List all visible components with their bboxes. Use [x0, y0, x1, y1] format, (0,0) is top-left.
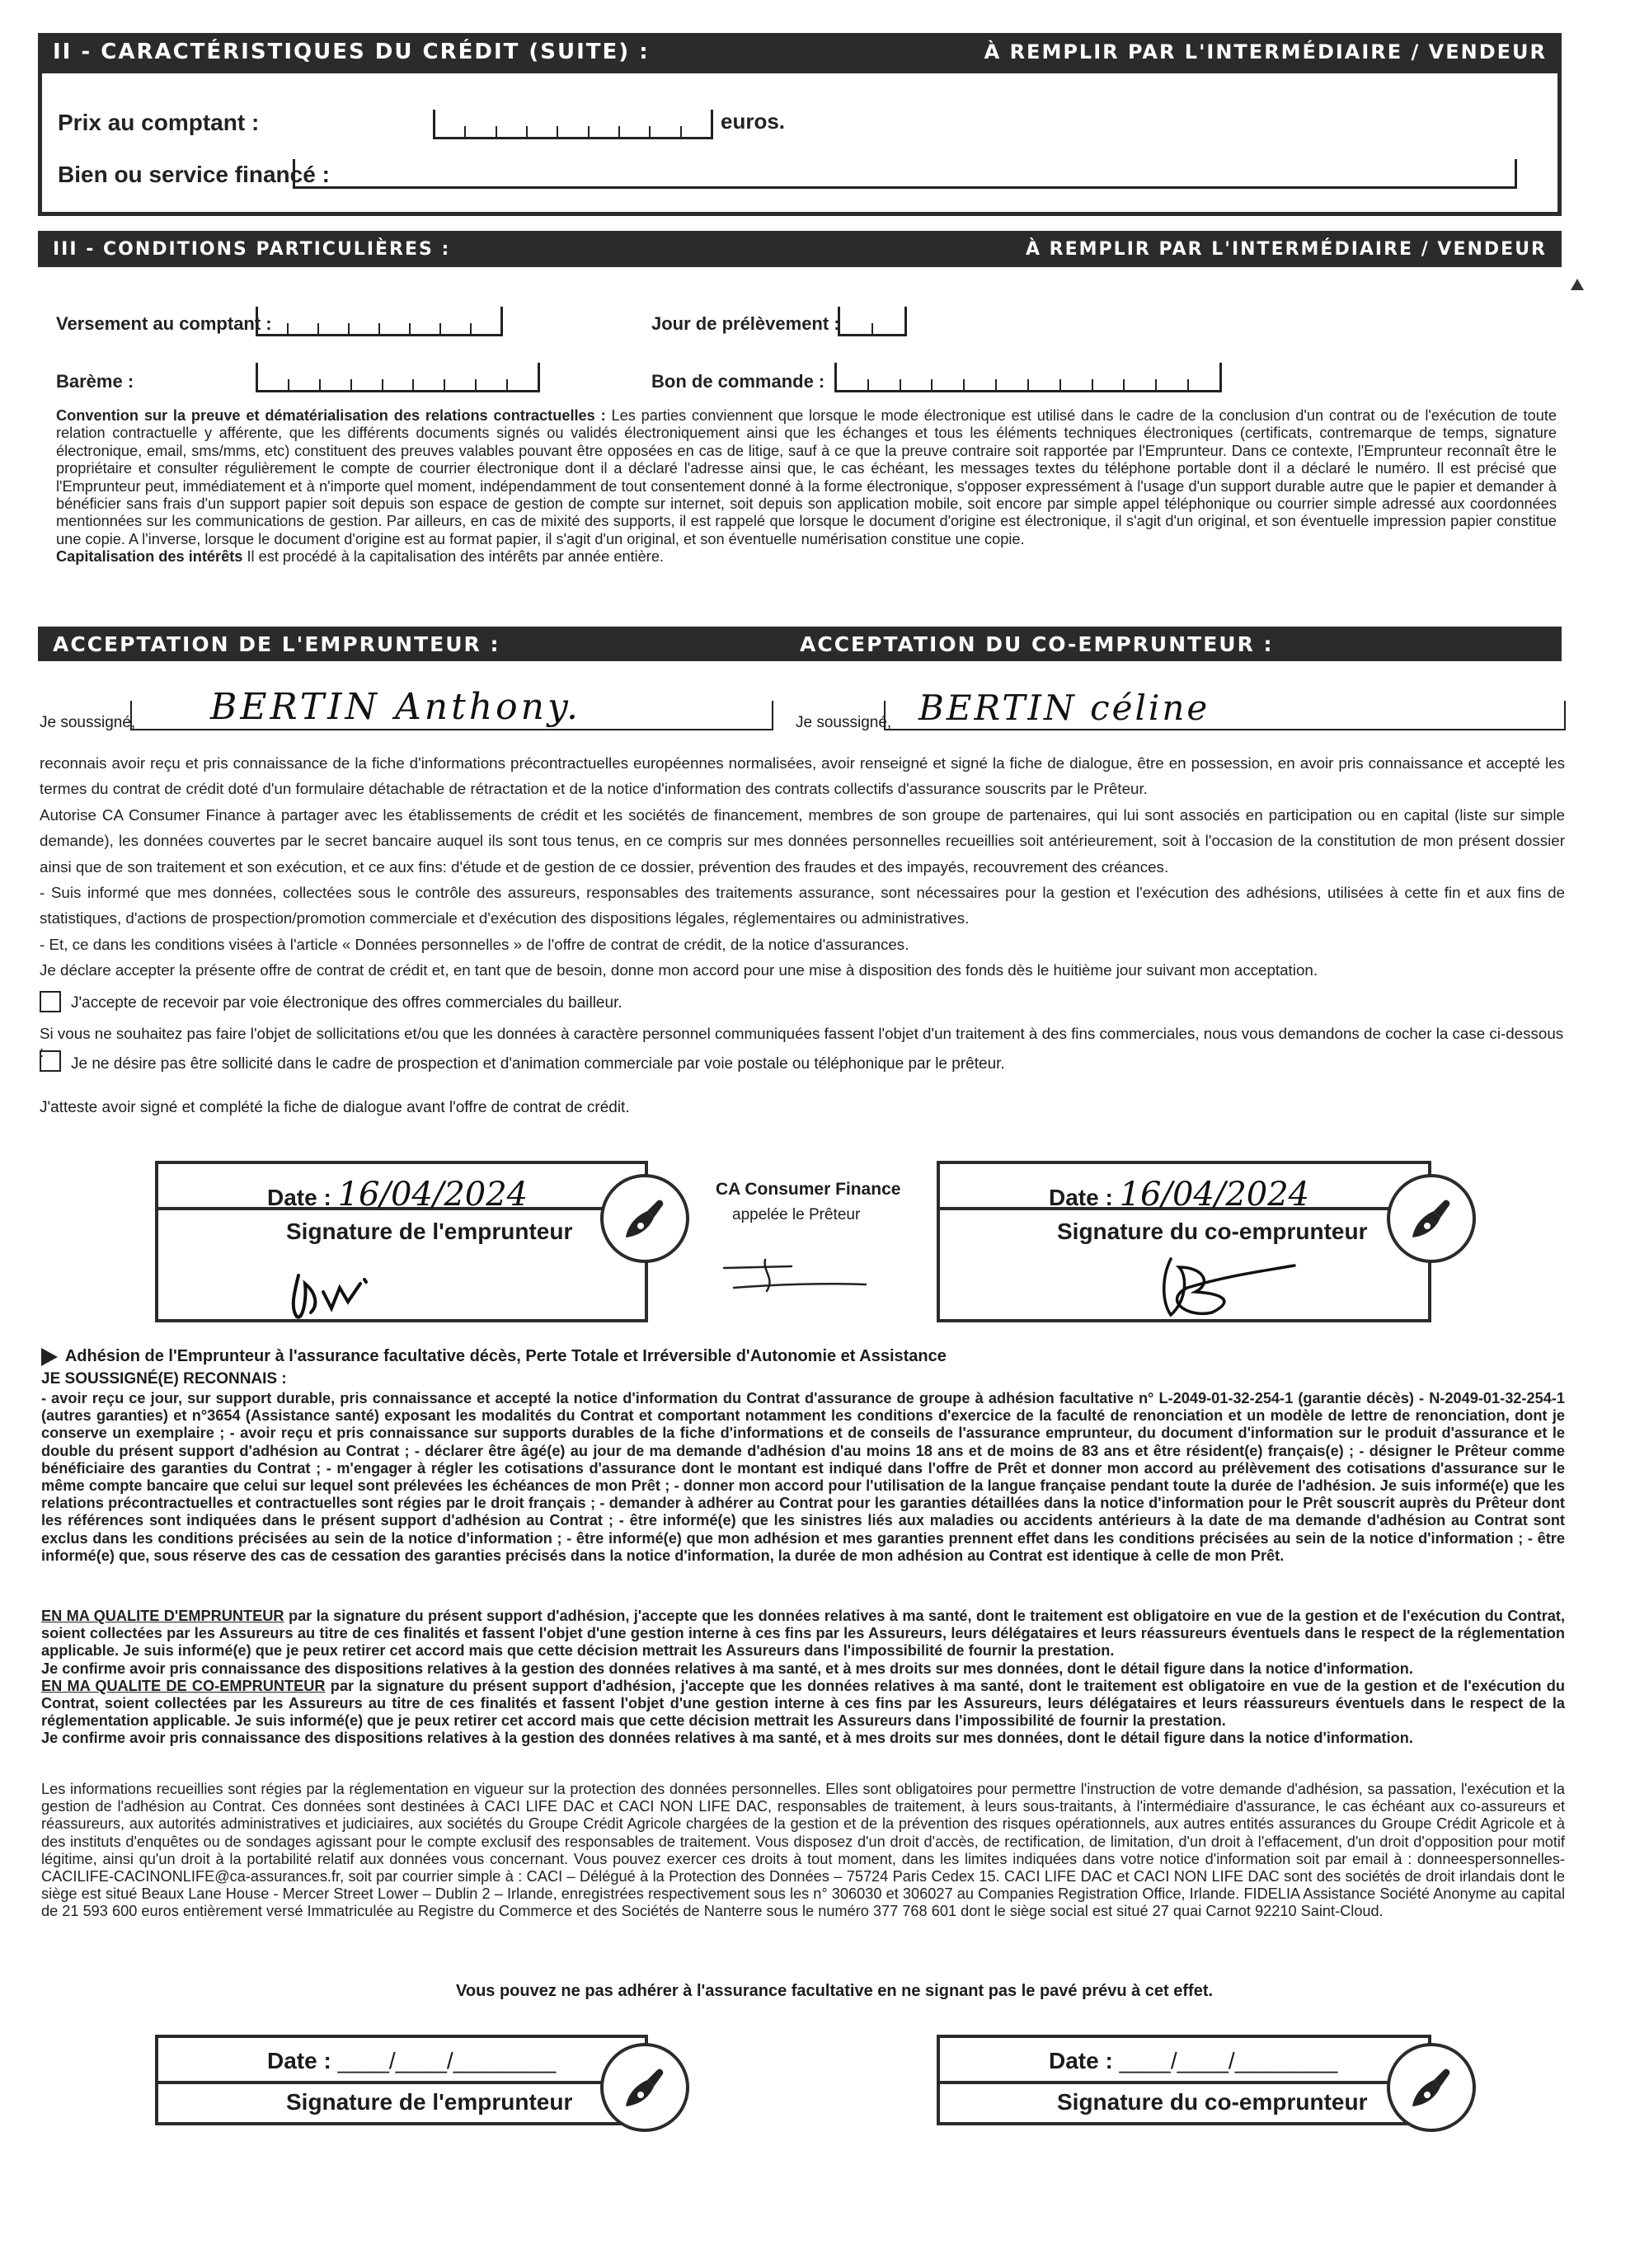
- acceptation-line-1: reconnais avoir reçu et pris connaissance de la fiche d'informations précontractuelles européennes normalisées, avoir renseigné et signé la fiche de dialogue, être en possession, en avoir pris connaissance et accepté les termes du contrat de crédit doté d'un formulaire détachable de rétractation et de la notice d'information des contrats collectifs d'assurance souscrits par le Prêteur.: [40, 754, 1565, 798]
- acceptation-line-5: Je déclare accepter la présente offre de contrat de crédit et, en tant que de besoin, donne mon accord pour une mise à disposition des fonds dès le huitième jour suivant mon acceptation.: [40, 961, 1318, 979]
- confirme-emprunteur: Je confirme avoir pris connaissance des dispositions relatives à la gestion des données relatives à ma santé, et à mes droits sur mes données, dont le détail figure dans la notice d'information.: [41, 1660, 1413, 1677]
- signature-box2-coemprunteur[interactable]: [937, 2035, 1431, 2125]
- acceptation-paragraph: [40, 750, 1565, 984]
- signature-box-emprunteur[interactable]: [155, 1161, 648, 1322]
- no-sollicitation-checkbox[interactable]: [40, 1050, 61, 1072]
- section2-title: II - CARACTÉRISTIQUES DU CRÉDIT (SUITE) :: [53, 40, 650, 64]
- emprunteur-name: BERTIN Anthony.: [210, 686, 581, 728]
- soussigne-right-label: Je soussigné,: [796, 714, 892, 731]
- no-adhere-text: Vous pouvez ne pas adhérer à l'assurance facultative en ne signant pas le pavé prévu à cet effet.: [456, 1982, 1214, 2000]
- adhesion-p1: - avoir reçu ce jour, sur support durable, pris connaissance et accepté la notice d'information du Contrat d'assurance de groupe à adhésion facultative n° L-2049-01-32-254-1 (garantie décès) - N-2049-01-32-254-1 (autres garanties) et n°3654 (Assistance santé) exposant les modalités du Contrat et comportant notamment les conditions d'exercice de la faculté de renonciation et un modèle de lettre de renonciation, dont je conserve un exemplaire ; - avoir reçu et pris connaissance sur supports durables de la fiche d'informations et de conseils de l'assurance emprunteur, du document d'information sur le produit d'assurance et le double du présent support d'adhésion au Contrat ; - déclarer être âgé(e) au jour de ma demande d'adhésion d'au moins 18 ans et de moins de 83 ans et être résident(e) français(e) ; - désigner le Prêteur comme bénéficiaire des garanties du Contrat ; - m'engager à régler les cotisations d'assurance dont le montant est indiqué dans l'offre de Prêt et donner mon accord au prélèvement des cotisations d'assurance sur le même compte bancaire que celui sur lequel sont prélevées les échéances de mon Prêt ; - donner mon accord pour l'utilisation de la langue française pendant toute la durée de l'adhésion. Je suis informé(e) que les relations précontractuelles et contractuelles sont régies par le droit français ; - demander à adhérer au Contrat pour les garanties détaillées dans la notice d'information pour le Prêt souscrit auprès du Prêteur dont les références sont indiquées dans le présent support d'adhésion au Contrat ; - être informé(e) que les sinistres liés aux maladies ou accidents antérieurs à la date de ma demande d'adhésion au Contrat sont exclus dans les conditions précisées au sein de la notice d'information ; - être informé(e) que mon adhésion et mes garanties prennent effet dans les conditions précisées au sein de la notice d'information ; - être informé(e) que, sous réserve des cas de cessation des garanties précisés dans la notice d'information, la durée de mon adhésion au Contrat est identique à celle de mon Prêt.: [41, 1390, 1565, 1564]
- pen-circle-emprunteur: [600, 1174, 689, 1263]
- sig-label-emprunteur: Signature de l'emprunteur: [286, 1219, 573, 1244]
- qualite-coemprunteur-label: EN MA QUALITE DE CO-EMPRUNTEUR: [41, 1677, 326, 1694]
- pen-circle2-coemprunteur: [1387, 2043, 1476, 2132]
- adhesion-title-text: Adhésion de l'Emprunteur à l'assurance facultative décès, Perte Totale et Irréversible d'Autonomie et Assistance: [64, 1347, 947, 1365]
- versement-label: Versement au comptant :: [56, 313, 272, 334]
- coemprunteur-name: BERTIN céline: [918, 688, 1210, 728]
- qualite-emprunteur-paragraph: [41, 1608, 1565, 1748]
- date-emprunteur: [267, 1176, 528, 1214]
- date2-emprunteur: [267, 2048, 556, 2074]
- sig2-label-coemprunteur: Signature du co-emprunteur: [1057, 2089, 1368, 2115]
- bien-input[interactable]: [293, 159, 1517, 189]
- date2-label-coemprunteur: Date :: [1049, 2048, 1113, 2073]
- capitalisation-title: Capitalisation des intérêts: [56, 548, 243, 566]
- convention-title: Convention sur la preuve et dématérialisation des relations contractuelles :: [56, 407, 606, 424]
- qualite-coemprunteur-text: par la signature du présent support d'adhésion, j'accepte que les données relatives à ma santé, dont le traitement est obligatoire en vue de la gestion et de l'exécution du Contrat, soient collectées par les Assureurs au titre de ces finalités et fassent l'objet d'une gestion interne à ces fins par les Assureurs, leurs délégataires et leurs réassureurs éventuels dans le respect de la réglementation applicable. Je suis informé(e) que je peux retirer cet accord mais que cette décision mettrait les Assureurs dans l'impossibilité de fournir la prestation.: [41, 1677, 1565, 1730]
- versement-input[interactable]: [256, 307, 503, 336]
- confirme-coemprunteur: Je confirme avoir pris connaissance des dispositions relatives à la gestion des données relatives à ma santé, et à mes droits sur mes données, dont le détail figure dans la notice d'information.: [41, 1730, 1413, 1747]
- qualite-emprunteur-text: par la signature du présent support d'adhésion, j'accepte que les données relatives à ma santé, dont le traitement est obligatoire en vue de la gestion et de l'exécution du Contrat, soient collectées par les Assureurs au titre de ces finalités et fassent l'objet d'une gestion interne à ces fins par les Assureurs, leurs délégataires et leurs réassureurs éventuels dans le respect de la réglementation applicable. Je suis informé(e) que je peux retirer cet accord mais que cette décision mettrait les Assureurs dans l'impossibilité de fournir la prestation.: [41, 1608, 1565, 1660]
- coemprunteur-name-field[interactable]: [884, 688, 1566, 730]
- date-value-emprunteur: 16/04/2024: [337, 1176, 529, 1214]
- signature-box2-emprunteur[interactable]: [155, 2035, 648, 2125]
- acceptation-left-title: ACCEPTATION DE L'EMPRUNTEUR :: [53, 632, 500, 656]
- date2-blank-coemprunteur: ____/____/________: [1119, 2048, 1338, 2073]
- donnees-paragraph: [41, 1781, 1565, 1921]
- atteste-text: J'atteste avoir signé et complété la fiche de dialogue avant l'offre de contrat de crédit.: [40, 1099, 630, 1116]
- preteur-signature: [717, 1251, 874, 1301]
- signature-box-coemprunteur[interactable]: [937, 1161, 1431, 1322]
- acceptation-line-4: - Et, ce dans les conditions visées à l'article « Données personnelles » de l'offre de contrat de crédit, de la notice d'assurances.: [40, 935, 909, 953]
- acceptation-line-2: Autorise CA Consumer Finance à partager avec les établissements de crédit et les sociétés de financement, membres de son groupe de partenaires, qui lui sont associés en participation ou en capital (liste sur simple demande), les données couvertes par le secret bancaire auquel ils sont tous tenus, en ce compris sur mes données personnelles recueillies soit antérieurement, soit à l'occasion de la constitution de mon présent dossier ainsi que de son traitement et son exécution, et ce aux fins: d'étude et de gestion de ce dossier, prévention des fraudes et des impayés, recouvrement des créances.: [40, 805, 1565, 876]
- pen-circle2-emprunteur: [600, 2043, 689, 2132]
- adhesion-subtitle: JE SOUSSIGNÉ(E) RECONNAIS :: [41, 1370, 287, 1388]
- acceptation-line-3: - Suis informé que mes données, collectées sous le contrôle des assureurs, responsables des traitements assurance, sont nécessaires pour la gestion et l'exécution des adhésions, utilisées à cette fin et aux fins de statistiques, d'actions de prospection/promotion commerciale et d'exécution des dispositions légales, réglementaires ou administratives.: [40, 884, 1565, 927]
- section3-right: À REMPLIR PAR L'INTERMÉDIAIRE / VENDEUR: [1026, 238, 1547, 260]
- pen-circle-coemprunteur: [1387, 1174, 1476, 1263]
- bareme-label: Barème :: [56, 371, 134, 392]
- handwritten-signature-coemprunteur: [1138, 1242, 1303, 1325]
- acceptation-right-title: ACCEPTATION DU CO-EMPRUNTEUR :: [800, 632, 1274, 656]
- sig2-label-emprunteur: Signature de l'emprunteur: [286, 2089, 573, 2115]
- section2-header: [38, 33, 1562, 71]
- date2-label-emprunteur: Date :: [267, 2048, 331, 2073]
- date-coemprunteur: [1049, 1176, 1309, 1214]
- pen-icon: [1402, 1190, 1460, 1247]
- emprunteur-name-field[interactable]: [130, 686, 773, 730]
- preteur-name: CA Consumer Finance: [716, 1180, 901, 1199]
- sig-label-coemprunteur: Signature du co-emprunteur: [1057, 1219, 1368, 1244]
- offres-commerciales-checkbox[interactable]: [40, 991, 61, 1012]
- jour-input[interactable]: [838, 307, 907, 336]
- date2-blank-emprunteur: ____/____/________: [337, 2048, 557, 2073]
- preteur-sub: appelée le Prêteur: [732, 1206, 861, 1223]
- bien-label: Bien ou service financé :: [58, 162, 330, 187]
- handwritten-signature-emprunteur: [282, 1251, 381, 1325]
- bon-label: Bon de commande :: [651, 371, 825, 392]
- pen-icon: [616, 2059, 674, 2116]
- capitalisation-text: Il est procédé à la capitalisation des intérêts par année entière.: [247, 548, 664, 566]
- sollicitation-notice: Si vous ne souhaitez pas faire l'objet de sollicitations et/ou que les données à caractère personnel communiquées fassent l'objet d'un traitement à des fins commerciales, nous vous demandons de cocher la case ci-dessous :: [40, 1025, 1564, 1060]
- pen-icon: [1402, 2059, 1460, 2116]
- no-sollicitation-label: Je ne désire pas être sollicité dans le cadre de prospection et d'animation commerciale par voie postale ou téléphonique par le prêteur.: [71, 1055, 1005, 1073]
- bon-input[interactable]: [834, 363, 1222, 392]
- section3-title: III - CONDITIONS PARTICULIÈRES :: [53, 238, 451, 260]
- bareme-input[interactable]: [256, 363, 540, 392]
- adhesion-paragraph: [41, 1390, 1565, 1565]
- date-label-emprunteur: Date :: [267, 1185, 331, 1210]
- adhesion-title: [41, 1347, 947, 1366]
- prix-label: Prix au comptant :: [58, 110, 260, 135]
- donnees-text: Les informations recueillies sont régies par la réglementation en vigueur sur la protection des données personnelles. Elles sont obligatoires pour permettre l'instruction de votre demande d'adhésion, sa passation, l'exécution et la gestion de l'adhésion au Contrat. Ces données sont destinées à CACI LIFE DAC et CACI NON LIFE DAC, responsables de traitement, à leurs sous-traitants, à l'intermédiaire d'assurance, le cas échéant aux co-assureurs et réassureurs, aux autorités administratives et judiciaires, aux sociétés du Groupe Crédit Agricole chargées de la gestion et de la prévention des risques opérationnels, aux autres entités assurances du Groupe Crédit Agricole et à des instituts d'enquêtes ou de sondages agissant pour le compte exclusif des responsables de traitement. Vous disposez d'un droit d'accès, de rectification, de limitation, d'un droit à l'effacement, d'un droit d'opposition pour motif légitime, ainsi qu'un droit à la portabilité relatif aux données vous concernant. Vous pouvez exercer ces droits à tout moment, dans les limites indiquées dans votre notice d'information soit par email à : donneespersonnelles-CACILIFE-CACINONLIFE@ca-assurances.fr, soit par courrier simple à : CACI – Délégué à la Protection des Données – 75724 Paris Cedex 15. CACI LIFE DAC et CACI NON LIFE DAC sont des sociétés de droit irlandais dont le siège est situé Beaux Lane House - Mercer Street Lower – Dublin 2 – Irlande, enregistrées respectivement sous les n° 306030 et 306027 au Companies Registration Office, Irlande. FIDELIA Assistance Société Anonyme au capital de 21 593 600 euros entièrement versé Immatriculée au Registre du Commerce et des Sociétés de Nanterre sous le numéro 377 768 601 dont le siège social est situé 27 quai Carnot 92210 Saint-Cloud.: [41, 1781, 1565, 1920]
- acceptation-header: [38, 627, 1562, 661]
- section3-header: [38, 231, 1562, 267]
- play-arrow-icon: [41, 1348, 58, 1366]
- date-value-coemprunteur: 16/04/2024: [1119, 1176, 1310, 1214]
- prix-unit: euros.: [721, 109, 786, 134]
- pen-icon: [616, 1190, 674, 1247]
- date2-coemprunteur: [1049, 2048, 1337, 2074]
- date-label-coemprunteur: Date :: [1049, 1185, 1113, 1210]
- section2-box: [38, 69, 1562, 216]
- qualite-emprunteur-label: EN MA QUALITE D'EMPRUNTEUR: [41, 1608, 284, 1624]
- prix-input[interactable]: [433, 110, 713, 139]
- convention-paragraph: [56, 407, 1557, 566]
- convention-text: Les parties conviennent que lorsque le mode électronique est utilisé dans le cadre de la conclusion d'un contrat ou de l'exécution de toute relation contractuelle y afférente, que les différents documents signés ou validés électroniquement ainsi que les échanges et tous les éléments techniques électroniques (certificats, contremarque de temps, signature électronique, email, sms/mms, etc) constituent des preuves valables pouvant être opposées en cas de litige, sauf à ce que la preuve contraire soit rapportée par l'Emprunteur. Dans ce contexte, l'Emprunteur reconnaît être le propriétaire et consulter régulièrement le compte de courrier électronique dont il a déclaré l'adresse ainsi que, le cas échéant, les messages textes du téléphone portable dont il a déclaré le numéro. Il est précisé que l'Emprunteur peut, immédiatement et à n'importe quel moment, indépendamment de tout consentement donné à la forme électronique, s'opposer expressément à l'usage d'un support durable autre que le papier et demander à bénéficier sans frais d'un support papier soit depuis son espace de gestion de compte sur internet, soit depuis son application mobile, soit encore par simple appel téléphonique ou courrier simple adressé aux coordonnées mentionnées sur les communications de gestion. Par ailleurs, en cas de mixité des supports, il est rappelé que lorsque le document d'origine est électronique, il s'agit d'un original, et son éventuelle impression papier constitue une copie. A l'inverse, lorsque le document d'origine est au format papier, il s'agit d'un original, et son éventuelle numérisation constitue une copie.: [56, 407, 1557, 547]
- jour-label: Jour de prélèvement :: [651, 313, 840, 334]
- offres-commerciales-label: J'accepte de recevoir par voie électronique des offres commerciales du bailleur.: [71, 994, 622, 1012]
- marker-triangle: [1571, 279, 1584, 290]
- soussigne-left-label: Je soussigné,: [40, 714, 136, 731]
- section2-right: À REMPLIR PAR L'INTERMÉDIAIRE / VENDEUR: [984, 40, 1547, 63]
